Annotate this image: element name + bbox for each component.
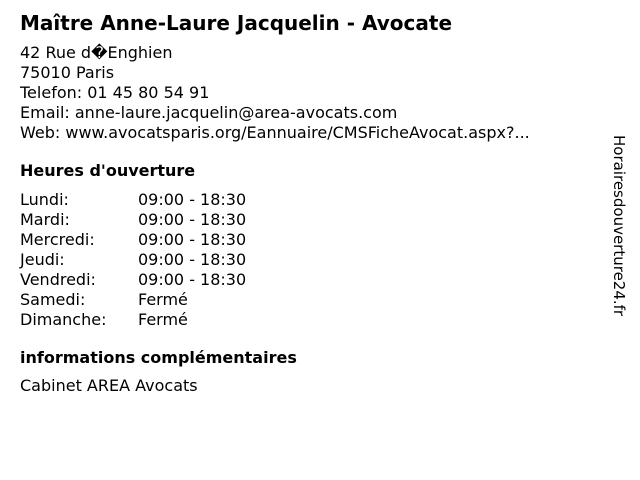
day-label: Vendredi: [20,270,96,289]
day-label: Lundi: [20,190,69,209]
day-label: Mercredi: [20,230,95,249]
hours-row-sunday [20,310,610,330]
hours-value: 09:00 - 18:30 [138,210,247,229]
side-brand-watermark: Horairesdouverture24.fr [610,135,628,317]
page-title: Maître Anne-Laure Jacquelin - Avocate [20,11,453,35]
day-label: Jeudi: [20,250,65,269]
hours-row-wednesday [20,230,610,250]
hours-row-tuesday [20,210,610,230]
phone-number: Telefon: 01 45 80 54 91 [20,83,210,102]
street-address: 42 Rue d�Enghien [20,43,173,62]
hours-value: 09:00 - 18:30 [138,250,247,269]
hours-value: 09:00 - 18:30 [138,230,247,249]
hours-value: 09:00 - 18:30 [138,270,247,289]
additional-info-heading: informations complémentaires [20,348,297,367]
hours-row-thursday [20,250,610,270]
day-label: Samedi: [20,290,86,309]
contact-block [20,43,610,143]
hours-row-saturday [20,290,610,310]
opening-hours-list [20,190,610,330]
hours-value: 09:00 - 18:30 [138,190,247,209]
additional-info-text: Cabinet AREA Avocats [20,376,198,395]
website-link[interactable]: Web: www.avocatsparis.org/Eannuaire/CMSFicheAvocat.aspx?... [20,123,530,142]
day-label: Dimanche: [20,310,107,329]
day-label: Mardi: [20,210,70,229]
listing-card [20,10,610,396]
email-address: Email: anne-laure.jacquelin@area-avocats.com [20,103,398,122]
city-postcode: 75010 Paris [20,63,115,82]
hours-row-monday [20,190,610,210]
hours-value: Fermé [138,290,188,309]
hours-value: Fermé [138,310,188,329]
opening-hours-heading: Heures d'ouverture [20,161,196,180]
hours-row-friday [20,270,610,290]
